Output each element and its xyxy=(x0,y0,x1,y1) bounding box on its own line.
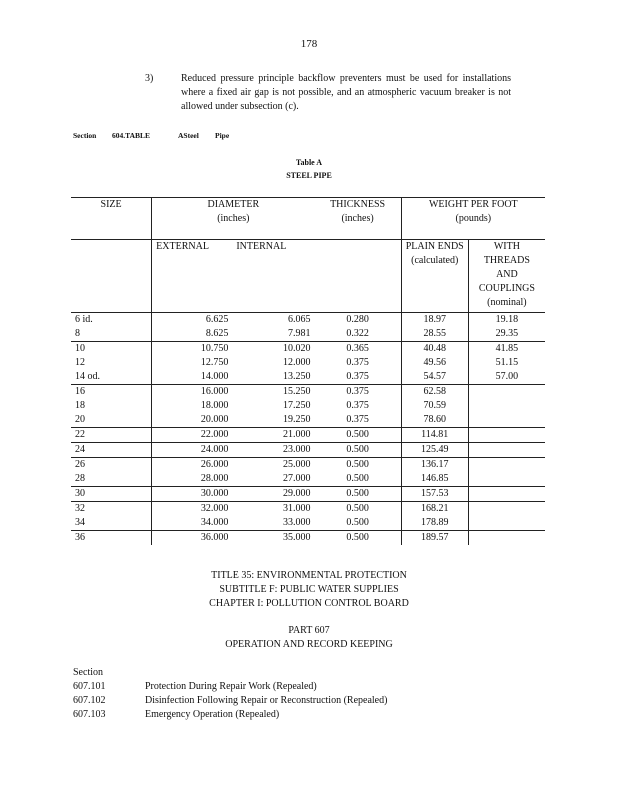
header-thickness xyxy=(314,198,401,240)
cell-size: 24 xyxy=(71,443,152,458)
header-thickness-label: THICKNESS xyxy=(330,199,386,210)
cell-thickness: 0.375 xyxy=(314,385,401,400)
section-list-items xyxy=(73,680,388,722)
cell-size: 18 xyxy=(71,399,152,413)
cell-size: 28 xyxy=(71,472,152,487)
section-item-title: Emergency Operation (Repealed) xyxy=(145,709,280,720)
section-list-item xyxy=(73,708,280,722)
cell-threaded-weight xyxy=(468,516,545,531)
cell-internal: 25.000 xyxy=(282,459,311,470)
cell-external: 20.000 xyxy=(152,413,233,428)
table-row xyxy=(71,502,545,517)
table-row xyxy=(71,413,545,428)
paragraph-text: Reduced pressure principle backflow preventers must be used for installations where a fixed air gap is not possible, and an atmospheric vacuum breaker is not allowed under subsection (c). xyxy=(181,73,511,112)
header-diameter-label: DIAMETER xyxy=(207,199,260,210)
cell-size: 32 xyxy=(71,502,152,517)
table-header-row-2 xyxy=(71,240,545,313)
cell-size: 14 od. xyxy=(71,370,152,385)
cell-threaded-weight xyxy=(468,487,545,502)
cell-external: 28.000 xyxy=(152,472,233,487)
cell-plain-weight: 125.49 xyxy=(401,443,468,458)
table-caption-line1: Table A xyxy=(295,158,323,167)
section-list xyxy=(73,666,388,722)
cell-internal: 29.000 xyxy=(232,487,314,502)
cell-thickness: 0.500 xyxy=(314,516,401,531)
header-external: EXTERNAL xyxy=(152,240,233,313)
cell-thickness: 0.280 xyxy=(314,313,401,328)
table-row xyxy=(71,443,545,458)
section-item-id: 607.101 xyxy=(73,681,106,692)
section-list-item xyxy=(73,680,317,694)
cell-plain-weight: 146.85 xyxy=(401,472,468,487)
cell-threaded-weight xyxy=(468,428,545,443)
steel-pipe-table xyxy=(71,197,545,545)
table-row xyxy=(71,516,545,531)
cell-thickness: 0.375 xyxy=(314,413,401,428)
cell-thickness: 0.500 xyxy=(314,458,401,473)
cell-internal: 19.250 xyxy=(232,413,314,428)
section-list-item xyxy=(73,694,388,708)
cell-internal: 15.250 xyxy=(282,386,311,397)
cell-thickness: 0.322 xyxy=(314,327,401,342)
cell-plain-weight: 70.59 xyxy=(401,399,468,413)
cell-external: 16.000 xyxy=(200,386,229,397)
table-caption-line2: STEEL PIPE xyxy=(286,171,332,180)
cell-thickness: 0.500 xyxy=(314,472,401,487)
table-row xyxy=(71,399,545,413)
table-row xyxy=(71,487,545,502)
cell-threaded-weight xyxy=(468,472,545,487)
cell-external: 18.000 xyxy=(200,400,229,411)
table-row xyxy=(71,356,545,370)
section-word: Section xyxy=(73,131,97,140)
cell-threaded-weight: 57.00 xyxy=(468,370,545,385)
cell-internal: 23.000 xyxy=(232,443,314,458)
cell-external: 36.000 xyxy=(200,532,229,543)
table-row xyxy=(71,472,545,487)
cell-internal: 10.020 xyxy=(282,343,311,354)
table-header-row-1 xyxy=(71,198,545,240)
cell-internal: 21.000 xyxy=(232,428,314,443)
cell-size: 12 xyxy=(71,356,152,370)
section-item-title: Disinfection Following Repair or Reconstruction (Repealed) xyxy=(145,695,388,706)
cell-plain-weight: 136.17 xyxy=(401,458,468,473)
section-label: ASteel xyxy=(178,131,199,140)
cell-size: 8 xyxy=(71,327,152,342)
table-row xyxy=(71,458,545,473)
cell-external: 14.000 xyxy=(152,370,233,385)
header-weight xyxy=(401,198,545,240)
cell-plain-weight: 157.53 xyxy=(401,487,468,502)
cell-size: 10 xyxy=(71,342,152,357)
cell-internal: 13.250 xyxy=(232,370,314,385)
cell-threaded-weight: 29.35 xyxy=(468,327,545,342)
cell-plain-weight: 114.81 xyxy=(401,428,468,443)
table-row xyxy=(71,313,545,328)
cell-external: 8.625 xyxy=(152,327,233,342)
cell-plain-weight: 49.56 xyxy=(401,356,468,370)
cell-thickness: 0.500 xyxy=(314,531,401,546)
header-plain-ends: PLAIN ENDS (calculated) xyxy=(401,240,468,313)
cell-threaded-weight xyxy=(468,443,545,458)
header-diameter xyxy=(152,198,315,240)
cell-internal: 35.000 xyxy=(282,532,311,543)
cell-internal: 7.981 xyxy=(232,327,314,342)
footer-part: PART 607 xyxy=(288,625,330,636)
cell-thickness: 0.500 xyxy=(314,487,401,502)
cell-external: 32.000 xyxy=(200,503,229,514)
cell-internal: 12.000 xyxy=(282,357,311,368)
cell-size: 34 xyxy=(71,516,152,531)
cell-thickness: 0.365 xyxy=(314,342,401,357)
header-size: SIZE xyxy=(71,198,152,240)
cell-size: 36 xyxy=(71,531,152,546)
cell-internal: 6.065 xyxy=(287,314,311,325)
cell-external: 30.000 xyxy=(152,487,233,502)
cell-plain-weight: 40.48 xyxy=(401,342,468,357)
section-item-id: 607.102 xyxy=(73,695,106,706)
cell-thickness: 0.375 xyxy=(314,370,401,385)
cell-external: 22.000 xyxy=(152,428,233,443)
cell-threaded-weight xyxy=(468,385,545,400)
cell-external: 26.000 xyxy=(200,459,229,470)
cell-threaded-weight: 19.18 xyxy=(495,314,519,325)
cell-internal: 33.000 xyxy=(232,516,314,531)
table-row xyxy=(71,342,545,357)
cell-threaded-weight xyxy=(468,502,545,517)
footer-part-name: OPERATION AND RECORD KEEPING xyxy=(225,639,393,650)
cell-internal: 17.250 xyxy=(282,400,311,411)
cell-plain-weight: 28.55 xyxy=(401,327,468,342)
header-weight-unit: (pounds) xyxy=(455,213,492,224)
section-name: Pipe xyxy=(215,131,230,140)
cell-thickness: 0.375 xyxy=(314,356,401,370)
cell-plain-weight: 189.57 xyxy=(401,531,468,546)
paragraph-number: 3) xyxy=(145,73,154,84)
cell-external: 34.000 xyxy=(152,516,233,531)
cell-threaded-weight: 41.85 xyxy=(495,343,519,354)
cell-size: 20 xyxy=(71,413,152,428)
header-diameter-unit: (inches) xyxy=(217,213,250,224)
cell-size: 16 xyxy=(71,385,152,400)
cell-plain-weight: 178.89 xyxy=(401,516,468,531)
cell-plain-weight: 62.58 xyxy=(401,385,468,400)
cell-threaded-weight xyxy=(468,531,545,546)
table-row xyxy=(71,531,545,546)
section-list-heading: Section xyxy=(73,667,103,678)
cell-threaded-weight: 51.15 xyxy=(495,357,519,368)
header-with-threads: WITH THREADS AND COUPLINGS (nominal) xyxy=(468,240,545,313)
cell-external: 6.625 xyxy=(205,314,229,325)
cell-thickness: 0.500 xyxy=(314,502,401,517)
cell-external: 12.750 xyxy=(200,357,229,368)
cell-size: 26 xyxy=(71,458,152,473)
cell-size: 6 id. xyxy=(71,313,152,328)
cell-threaded-weight xyxy=(468,458,545,473)
cell-thickness: 0.375 xyxy=(314,399,401,413)
footer-title: TITLE 35: ENVIRONMENTAL PROTECTION xyxy=(211,570,407,581)
cell-thickness: 0.500 xyxy=(314,443,401,458)
header-thickness-unit: (inches) xyxy=(341,213,374,224)
section-id: 604.TABLE xyxy=(112,131,150,140)
table-body xyxy=(71,313,545,546)
table-row xyxy=(71,327,545,342)
footer-chapter: CHAPTER I: POLLUTION CONTROL BOARD xyxy=(209,598,409,609)
cell-plain-weight: 54.57 xyxy=(401,370,468,385)
cell-internal: 31.000 xyxy=(282,503,311,514)
cell-internal: 27.000 xyxy=(232,472,314,487)
footer-subtitle: SUBTITLE F: PUBLIC WATER SUPPLIES xyxy=(219,584,399,595)
header-internal: INTERNAL xyxy=(232,240,314,313)
cell-plain-weight: 18.97 xyxy=(401,313,468,328)
table-row xyxy=(71,370,545,385)
cell-thickness: 0.500 xyxy=(314,428,401,443)
cell-external: 24.000 xyxy=(152,443,233,458)
cell-size: 30 xyxy=(71,487,152,502)
section-item-title: Protection During Repair Work (Repealed) xyxy=(145,681,317,692)
cell-threaded-weight xyxy=(468,413,545,428)
table-row xyxy=(71,428,545,443)
cell-plain-weight: 168.21 xyxy=(401,502,468,517)
cell-size: 22 xyxy=(71,428,152,443)
cell-threaded-weight xyxy=(468,399,545,413)
section-item-id: 607.103 xyxy=(73,709,106,720)
header-weight-label: WEIGHT PER FOOT xyxy=(428,199,518,210)
page-number: 178 xyxy=(300,38,318,50)
table-row xyxy=(71,385,545,400)
cell-plain-weight: 78.60 xyxy=(401,413,468,428)
cell-external: 10.750 xyxy=(200,343,229,354)
